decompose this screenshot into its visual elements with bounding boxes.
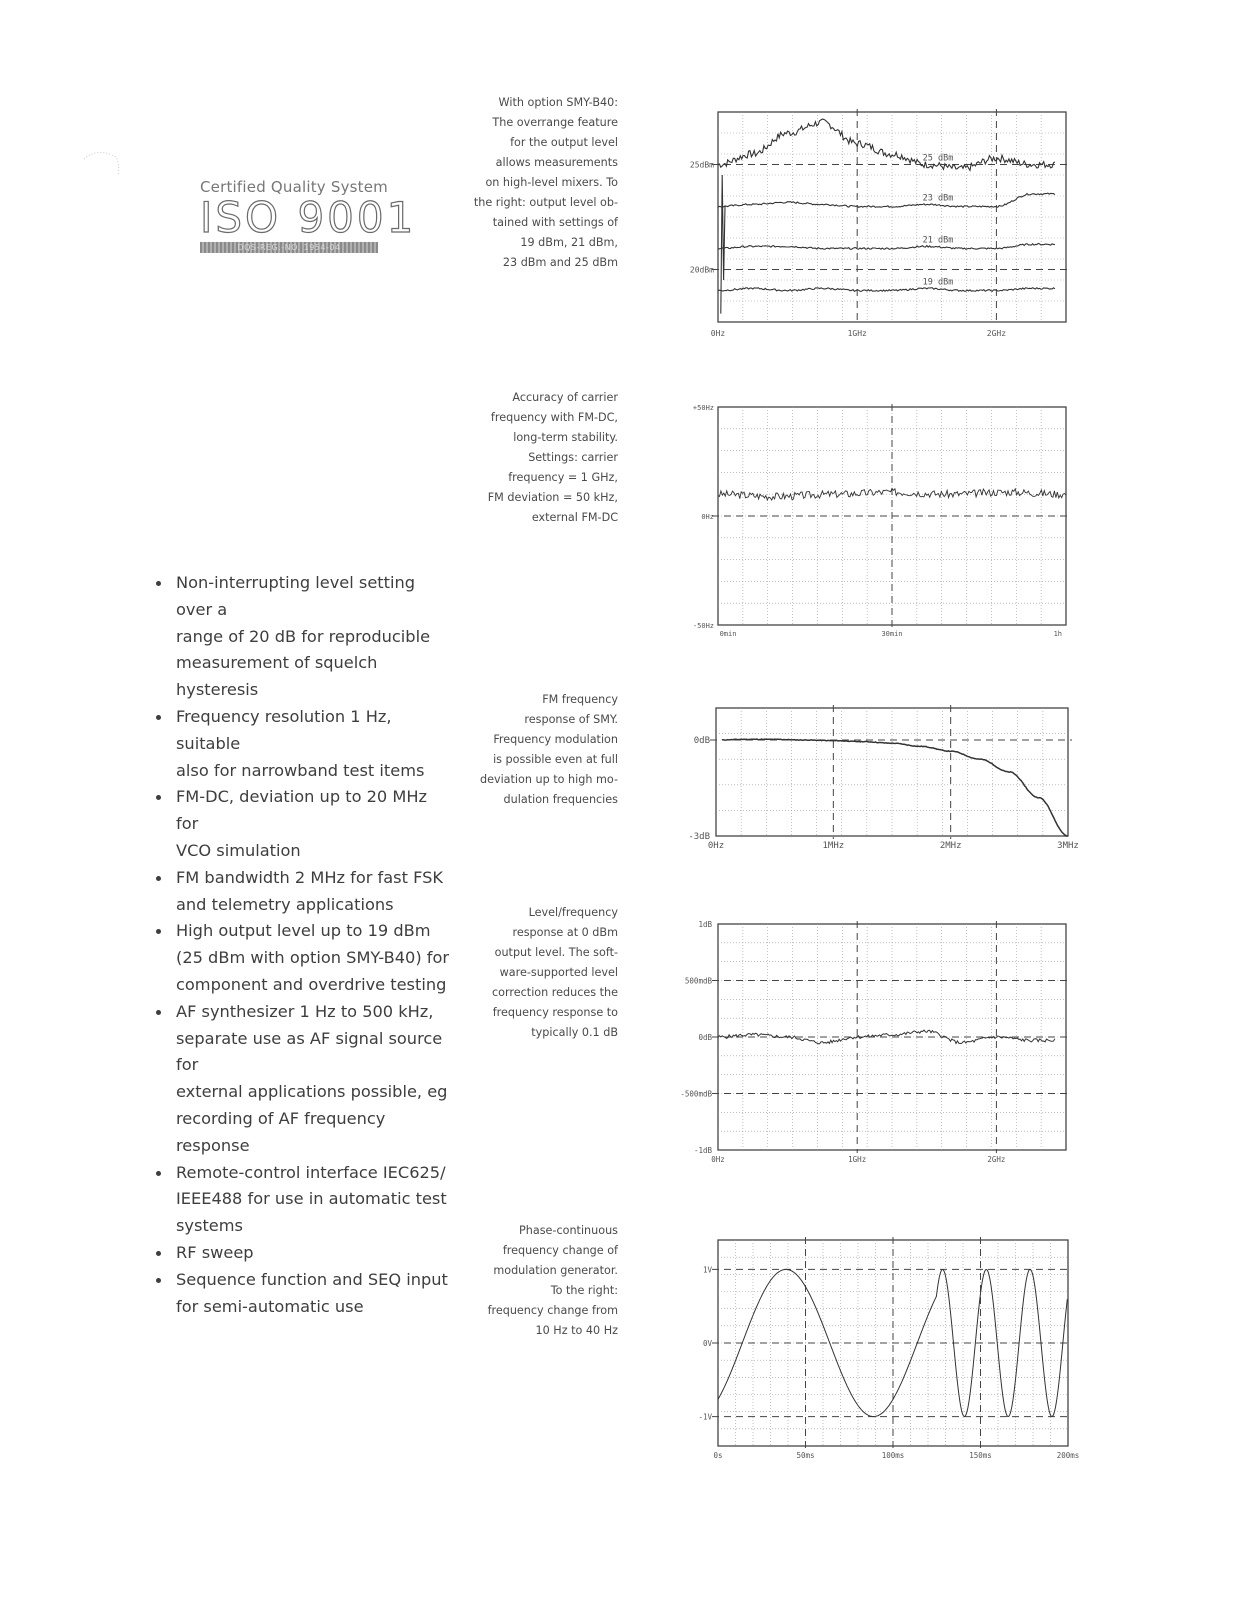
caption-line: external FM-DC	[531, 511, 618, 524]
feature-line: and telemetry applications	[176, 894, 394, 914]
feature-item	[150, 784, 450, 864]
series-label: 25 dBm	[922, 153, 954, 164]
feature-line: FM bandwidth 2 MHz for fast FSK	[176, 867, 444, 887]
tick-label: 0dB	[698, 1033, 712, 1042]
tick-label: 0min	[719, 630, 737, 638]
caption-overrange	[458, 93, 618, 273]
caption-line: frequency change of	[502, 1244, 618, 1257]
tick-label: 0Hz	[707, 841, 725, 851]
caption-line: dulation frequencies	[503, 793, 618, 806]
corner-mark-icon	[80, 145, 124, 181]
caption-line: correction reduces the	[492, 986, 618, 999]
chart-fm-frequency-response	[670, 700, 1090, 860]
tick-label: 2MHz	[939, 841, 962, 851]
feature-line: (25 dBm with option SMY-B40) for	[176, 948, 450, 968]
tick-label: 0Hz	[711, 1155, 725, 1164]
tick-label: 2GHz	[986, 329, 1007, 338]
caption-line: allows measurements	[495, 156, 618, 169]
tick-label: 50ms	[796, 1451, 815, 1460]
tick-label: 150ms	[969, 1451, 992, 1460]
caption-phase-continuous	[458, 1221, 618, 1341]
caption-line: Level/frequency	[528, 906, 618, 919]
caption-line: typically 0.1 dB	[531, 1026, 618, 1039]
tick-label: 1MHz	[822, 841, 845, 851]
feature-line: IEEE488 for use in automatic test	[176, 1189, 447, 1209]
caption-line: frequency = 1 GHz,	[508, 471, 618, 484]
caption-line: Phase-continuous	[519, 1224, 618, 1237]
chart-carrier-stability	[670, 395, 1090, 645]
caption-line: frequency with FM-DC,	[490, 411, 618, 424]
caption-line: the right: output level ob-	[473, 196, 618, 209]
tick-label: 2GHz	[987, 1155, 1006, 1164]
tick-label: +50Hz	[692, 404, 714, 412]
iso-certified-text: Certified Quality System	[200, 178, 388, 196]
tick-label: 1V	[702, 1265, 712, 1275]
tick-label: -50Hz	[692, 622, 714, 630]
tick-label: -1V	[698, 1412, 712, 1422]
feature-list	[150, 570, 450, 1320]
feature-item	[150, 999, 450, 1160]
tick-label: -3dB	[688, 832, 710, 842]
feature-line: also for narrowband test items	[176, 760, 425, 780]
feature-line: High output level up to 19 dBm	[176, 921, 431, 941]
caption-line: FM frequency	[542, 693, 618, 706]
feature-item	[150, 865, 450, 919]
feature-line: separate use as AF signal source for	[176, 1028, 443, 1075]
tick-label: 1dB	[698, 920, 712, 929]
caption-line: deviation up to high mo-	[479, 773, 618, 786]
caption-line: long-term stability.	[513, 431, 618, 444]
series-line	[718, 119, 1055, 170]
tick-label: -500mdB	[680, 1089, 712, 1099]
feature-line: FM-DC, deviation up to 20 MHz for	[176, 787, 428, 834]
iso-certification-block	[200, 178, 417, 253]
caption-line: 10 Hz to 40 Hz	[535, 1324, 618, 1337]
tick-label: 0Hz	[710, 329, 726, 338]
caption-line: Frequency modulation	[493, 733, 618, 746]
feature-line: systems	[176, 1216, 243, 1236]
feature-item	[150, 1160, 450, 1240]
caption-level-response	[458, 903, 618, 1043]
feature-line: RF sweep	[176, 1242, 254, 1262]
feature-line: Sequence function and SEQ input	[176, 1269, 448, 1289]
tick-label: 0s	[713, 1451, 723, 1460]
caption-line: response of SMY.	[524, 713, 618, 726]
feature-item	[150, 1267, 450, 1321]
tick-label: 500mdB	[684, 976, 712, 986]
feature-item	[150, 570, 450, 704]
feature-line: component and overdrive testing	[176, 974, 447, 994]
chart-level-frequency-response	[670, 912, 1090, 1172]
series-label: 21 dBm	[922, 235, 954, 246]
caption-line: Accuracy of carrier	[512, 391, 618, 404]
tick-label: -1dB	[693, 1146, 712, 1155]
feature-line: Remote-control interface IEC625/	[176, 1162, 446, 1182]
caption-line: The overrange feature	[492, 116, 618, 129]
tick-label: 100ms	[881, 1451, 905, 1460]
caption-line: ware-supported level	[499, 966, 618, 979]
tick-label: 25dBm	[689, 160, 714, 170]
series-line	[718, 288, 1055, 292]
feature-line: measurement of squelch hysteresis	[176, 653, 378, 700]
caption-line: tained with settings of	[492, 216, 618, 229]
caption-line: is possible even at full	[493, 753, 618, 766]
caption-line: response at 0 dBm	[512, 926, 618, 939]
feature-line: Non-interrupting level setting over a	[176, 573, 416, 619]
caption-carrier-accuracy	[458, 388, 618, 528]
feature-item	[150, 704, 450, 784]
feature-line: recording of AF frequency response	[176, 1108, 386, 1155]
tick-label: 1h	[1053, 630, 1062, 638]
series-label: 23 dBm	[922, 193, 954, 204]
tick-label: 200ms	[1056, 1451, 1080, 1460]
caption-line: Settings: carrier	[528, 451, 618, 464]
tick-label: 0dB	[693, 736, 710, 746]
caption-line: 19 dBm, 21 dBm,	[520, 236, 618, 249]
caption-fm-response	[458, 690, 618, 810]
chart-phase-continuous	[670, 1232, 1090, 1472]
series-line	[722, 739, 1068, 836]
feature-line: range of 20 dB for reproducible	[176, 626, 431, 646]
feature-line: Frequency resolution 1 Hz, suitable	[176, 706, 392, 753]
caption-line: To the right:	[550, 1284, 618, 1297]
feature-line: for semi-automatic use	[176, 1296, 364, 1316]
feature-line: AF synthesizer 1 Hz to 500 kHz,	[176, 1001, 434, 1021]
tick-label: 1GHz	[847, 329, 867, 338]
feature-line: VCO simulation	[176, 840, 301, 860]
tick-label: 30min	[881, 630, 903, 638]
feature-item	[150, 1240, 450, 1267]
iso-registration-number: DQS-REG.-NO. 1954-04	[200, 242, 378, 253]
caption-line: for the output level	[510, 136, 618, 149]
caption-line: With option SMY-B40:	[498, 96, 618, 109]
caption-line: frequency response to	[492, 1006, 618, 1019]
feature-line: external applications possible, eg	[176, 1082, 448, 1102]
caption-line: output level. The soft-	[494, 946, 618, 959]
series-line	[718, 193, 1055, 207]
tick-label: 1GHz	[848, 1155, 867, 1164]
caption-line: frequency change from	[487, 1304, 618, 1317]
series-line	[718, 244, 1055, 250]
caption-line: on high-level mixers. To	[485, 176, 618, 189]
caption-line: modulation generator.	[493, 1264, 618, 1277]
series-label: 19 dBm	[922, 277, 954, 288]
caption-line: FM deviation = 50 kHz,	[487, 491, 618, 504]
tick-label: 3MHz	[1057, 841, 1079, 851]
iso-standard-title: ISO 9001	[200, 193, 417, 242]
feature-item	[150, 918, 450, 998]
caption-line: 23 dBm and 25 dBm	[502, 256, 618, 269]
tick-label: 0Hz	[701, 513, 714, 521]
chart-output-level	[670, 100, 1090, 350]
tick-label: 0V	[702, 1339, 712, 1348]
tick-label: 20dBm	[689, 265, 714, 275]
